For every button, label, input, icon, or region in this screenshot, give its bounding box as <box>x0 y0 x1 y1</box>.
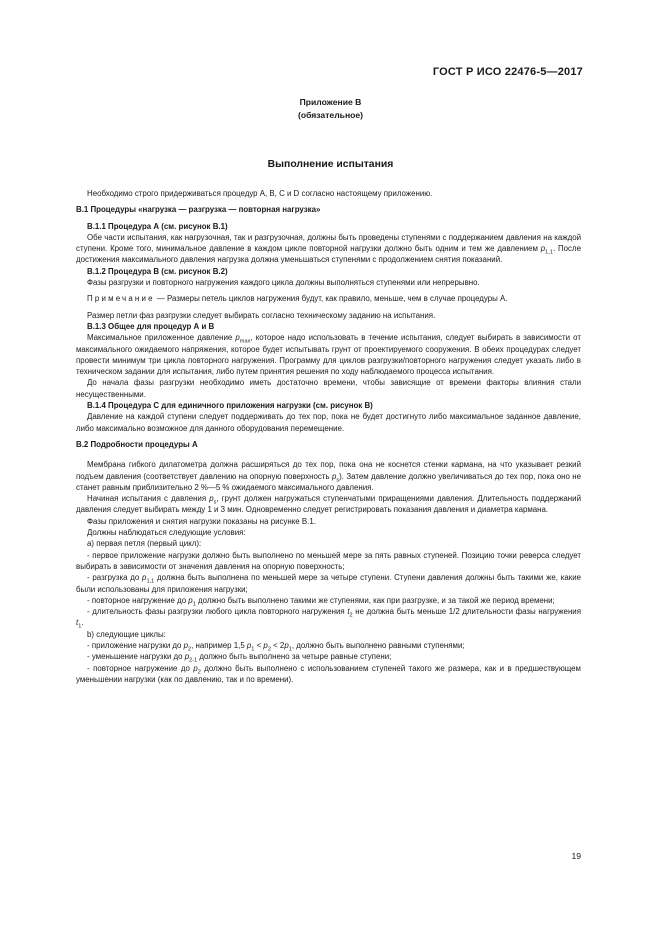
page-number: 19 <box>571 851 581 861</box>
heading-b12: В.1.2 Процедура В (см. рисунок В.2) <box>87 266 228 276</box>
paragraph-b2-1: Мембрана гибкого дилатометра должна расширяться до тех пор, пока она не коснется стенки кармана, на что указывает резкий подъем давления (соответствует давлению на опорную поверхность $p_s$). Затем давление должно увеличиваться до тех пор, пока оно не станет равным приблизительно 2 %—5 % ожидаемого максимального давления. <box>76 460 581 492</box>
loop-size-paragraph: Размер петли фаз разгрузки следует выбирать согласно техническому заданию на испытания. <box>87 310 436 320</box>
list-b-item-2: - уменьшение нагрузки до $p_{2-1}$ должно быть выполнено за четыре равные ступени; <box>87 652 392 664</box>
heading-b1: В.1 Процедуры «нагрузка — разгрузка — повторная нагрузка» <box>76 205 321 215</box>
annex-status: (обязательное) <box>297 110 364 120</box>
paragraph-b13-2: До начала фазы разгрузки необходимо иметь достаточно времени, чтобы зависящие от времени факторы влияния стали несущественными. <box>76 378 581 399</box>
paragraph-b2-4: Должны наблюдаться следующие условия: <box>87 528 246 538</box>
note-paragraph: Примечание — Размеры петель циклов нагружения будут, как правило, меньше, чем в случае процедуры А. <box>87 294 508 304</box>
paragraph-b14: Давление на каждой ступени следует поддерживать до тех пор, пока не будет достигнуто либо максимальное заданное давление, либо максимально возможное для данного оборудования перемещение. <box>76 412 581 433</box>
paragraph-b2-2: Начиная испытания с давления $p_s$, грунт должен нагружаться ступенчатыми приращениями давления. Длительность поддержаний давления следует выбирать между 1 и 3 мин. Одновременно следует регистрировать показания давления и диаметра кармана. <box>76 494 581 515</box>
list-b-item-3: - повторное нагружение до $p_2$ должно быть выполнено с использованием ступеней такого же размера, как и в предшествующем уменьшении нагрузки (как по давлению, так и по времени). <box>76 663 581 684</box>
list-a-item-4: - длительность фазы разгрузки любого цикла повторного нагружения $t_2$ не должна быть меньше 1/2 длительности фазы нагружения $t_1$. <box>76 607 581 630</box>
list-a-item-3: - повторное нагружение до $p_1$ должно быть выполнено такими же ступенями, как при разгрузке, и за такой же период времени; <box>87 595 555 608</box>
list-a-label: а) первая петля (первый цикл): <box>87 539 202 549</box>
document-body <box>76 188 581 685</box>
paragraph-b2-3: Фазы приложения и снятия нагрузки показаны на рисунке В.1. <box>87 516 316 526</box>
heading-b11: В.1.1 Процедура А (см. рисунок В.1) <box>87 221 228 231</box>
note-label: Примечание <box>87 294 155 304</box>
heading-b13: В.1.3 Общее для процедур А и В <box>87 321 215 331</box>
heading-b2: В.2 Подробности процедуры А <box>76 439 198 449</box>
intro-paragraph: Необходимо строго придерживаться процедур A, B, C и D согласно настоящему приложению. <box>87 189 433 198</box>
paragraph-b12: Фазы разгрузки и повторного нагружения каждого цикла должны выполняться ступенями или непрерывно. <box>87 278 480 288</box>
list-b-item-1: - приложение нагрузки до $p_2$, например 1,5 $p_1 < p_2 < 2p_1$, должно быть выполнено равными ступенями; <box>87 640 465 653</box>
paragraph-b11: Обе части испытания, как нагрузочная, так и разгрузочная, должны быть проведены ступенями с поддержанием давления на каждой ступени. Кроме того, минимальное давление в каждом цикле повторной нагрузки должно быть одним и тем же давлением $p_{1,1}$. После достижения максимального давления нагрузка должна уменьшаться ступенями с продолжением снятия показаний. <box>76 232 581 265</box>
list-a-item-2: - разгрузка до $p_{1,1}$ должна быть выполнена по меньшей мере за четыре ступени. Ступени давления должны быть такими же, какие были использованы для приложения нагрузки; <box>76 573 581 594</box>
paragraph-b13-1: Максимальное приложенное давление $p_{max}$, которое надо использовать в течение испытания, следует выбирать в зависимости от максимального ожидаемого напряжения, которое будет испытывать грунт от проектируемого сооружения. В обеих процедурах следует провести минимум три цикла повторного нагружения. Программу для циклов разгрузки/повторного нагружения следует указать либо в техническом задании для испытания, либо путем принятия решения по ходу наблюдаемого процесса испытания. <box>76 333 581 377</box>
heading-b14: В.1.4 Процедура С для единичного приложения нагрузки (см. рисунок В) <box>87 401 373 411</box>
annex-title: Приложение В <box>299 97 362 107</box>
list-b-label: b) следующие циклы: <box>87 629 166 639</box>
document-header: ГОСТ Р ИСО 22476-5—2017 <box>432 66 583 78</box>
section-title: Выполнение испытания <box>267 159 394 170</box>
list-a-item-1: - первое приложение нагрузки должно быть выполнено по меньшей мере за пять равных ступеней. Позицию точки реверса следует выбирать в зависимости от значения давления на опорную поверхность; <box>76 550 581 571</box>
